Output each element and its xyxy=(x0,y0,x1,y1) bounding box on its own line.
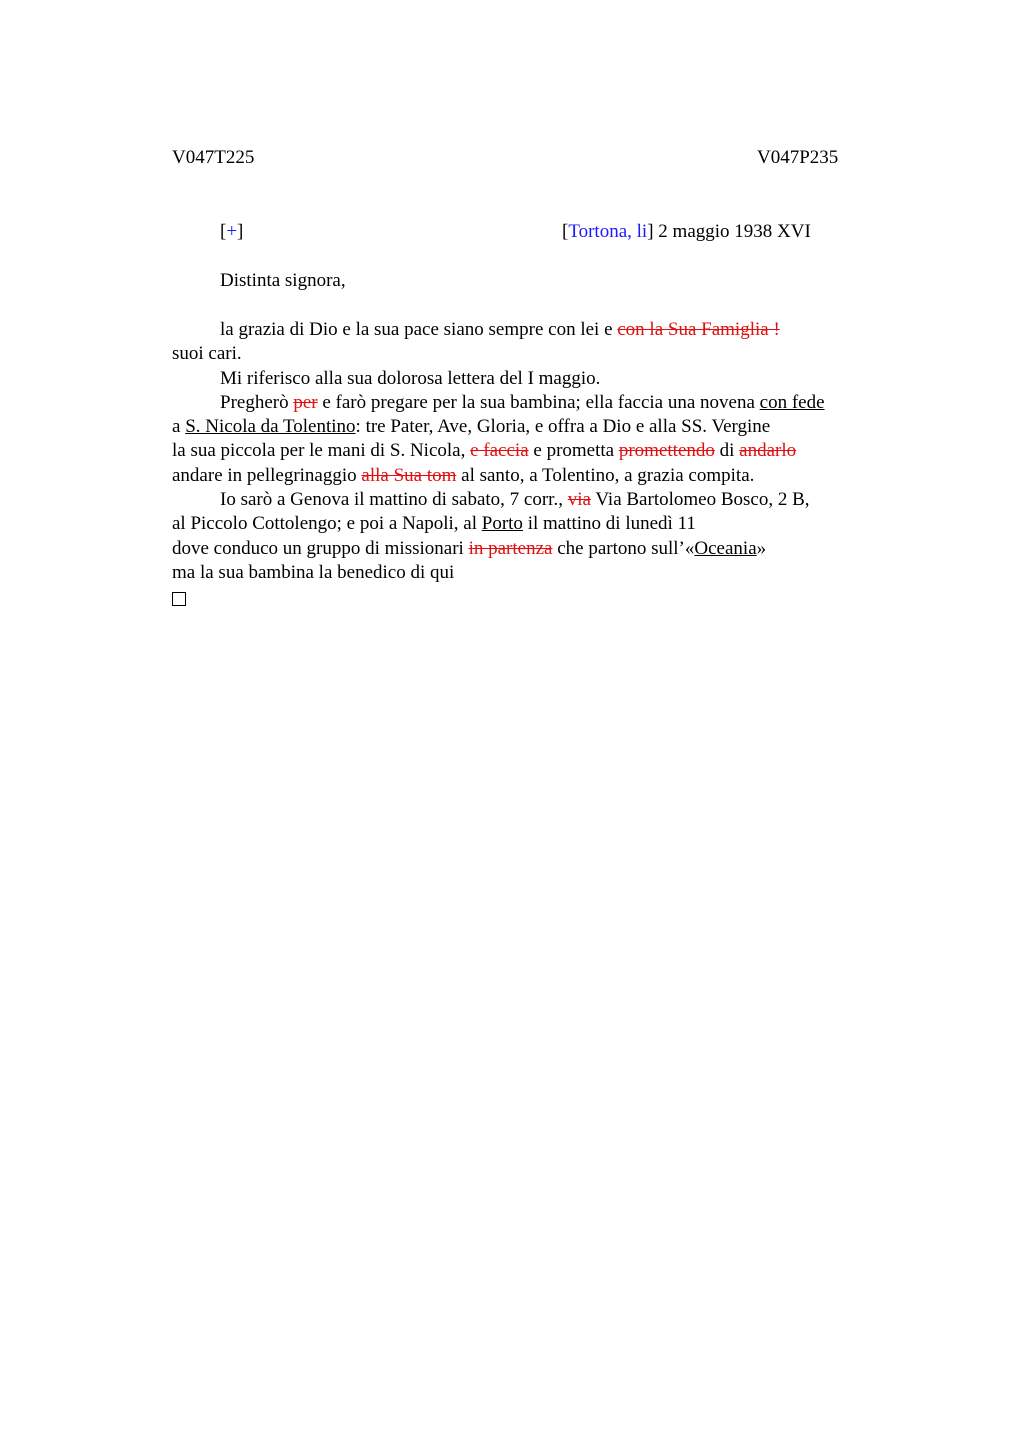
deleted-text: promettendo xyxy=(618,440,715,462)
text-line xyxy=(172,488,892,512)
text-run: : tre Pater, Ave, Gloria, e offra a Dio e alla SS. Vergine xyxy=(355,416,771,438)
text-run: Io sarò a Genova il mattino di sabato, 7 corr., xyxy=(220,489,568,511)
underlined-text: S. Nicola da Tolentino xyxy=(185,416,356,438)
text-line xyxy=(172,439,892,463)
cross-symbol: + xyxy=(226,221,238,242)
document-code-right: V047P235 xyxy=(757,147,839,168)
text-run: di xyxy=(714,440,740,462)
deleted-text: andarlo xyxy=(739,440,797,462)
deleted-text: alla Sua tom xyxy=(361,464,457,486)
place-date xyxy=(562,221,811,243)
date-text: 2 maggio 1938 XVI xyxy=(653,221,811,242)
text-run: e farò pregare per la sua bambina; ella faccia una novena xyxy=(317,391,760,413)
text-run: il mattino di lunedì 11 xyxy=(522,513,696,535)
text-line xyxy=(172,561,892,585)
text-line xyxy=(172,464,892,488)
underlined-text: Oceania xyxy=(694,537,757,559)
letter-body xyxy=(172,318,892,614)
text-run: Pregherò xyxy=(220,391,294,413)
cross-bracket-open: [ xyxy=(220,221,227,242)
salutation: Distinta signora, xyxy=(220,270,346,291)
deleted-text: via xyxy=(567,489,591,511)
text-line xyxy=(172,318,892,342)
text-run: suoi cari. xyxy=(172,343,242,365)
deleted-text: e faccia xyxy=(470,440,529,462)
text-line xyxy=(172,391,892,415)
text-run: la sua piccola per le mani di S. Nicola, xyxy=(172,440,471,462)
text-line xyxy=(172,342,892,366)
text-line xyxy=(172,537,892,561)
place-name: Tortona, li xyxy=(568,221,648,242)
text-run: che partono sull’« xyxy=(552,537,695,559)
text-line xyxy=(172,415,892,439)
text-run: e prometta xyxy=(528,440,619,462)
deleted-text: per xyxy=(293,391,318,413)
text-run: dove conduco un gruppo di missionari xyxy=(172,537,469,559)
text-run: al Piccolo Cottolengo; e poi a Napoli, al xyxy=(172,513,482,535)
text-run: andare in pellegrinaggio xyxy=(172,464,362,486)
text-run: ma la sua bambina la benedico di qui xyxy=(172,561,455,583)
deleted-text: con la Sua Famiglia ! xyxy=(617,319,780,340)
text-line xyxy=(172,512,892,536)
cross-bracket-close: ] xyxy=(237,221,244,242)
document-code-left: V047T225 xyxy=(172,147,255,168)
underlined-text: con fede xyxy=(759,391,825,413)
place-bracket-close: ] xyxy=(647,221,654,242)
place-bracket-open: [ xyxy=(562,221,569,242)
text-run: Via Bartolomeo Bosco, 2 B, xyxy=(590,489,810,511)
cross-mark xyxy=(220,221,243,243)
text-run: » xyxy=(756,537,767,559)
deleted-text: in partenza xyxy=(468,537,553,559)
text-run: Mi riferisco alla sua dolorosa lettera del I maggio. xyxy=(220,367,601,389)
underlined-text: Porto xyxy=(481,513,523,535)
text-line xyxy=(172,585,892,613)
text-line xyxy=(172,367,892,391)
text-run: a xyxy=(172,416,186,438)
text-run: la grazia di Dio e la sua pace siano sempre con lei e xyxy=(220,319,618,340)
text-run: al santo, a Tolentino, a grazia compita. xyxy=(456,464,755,486)
empty-box-icon xyxy=(172,592,186,606)
